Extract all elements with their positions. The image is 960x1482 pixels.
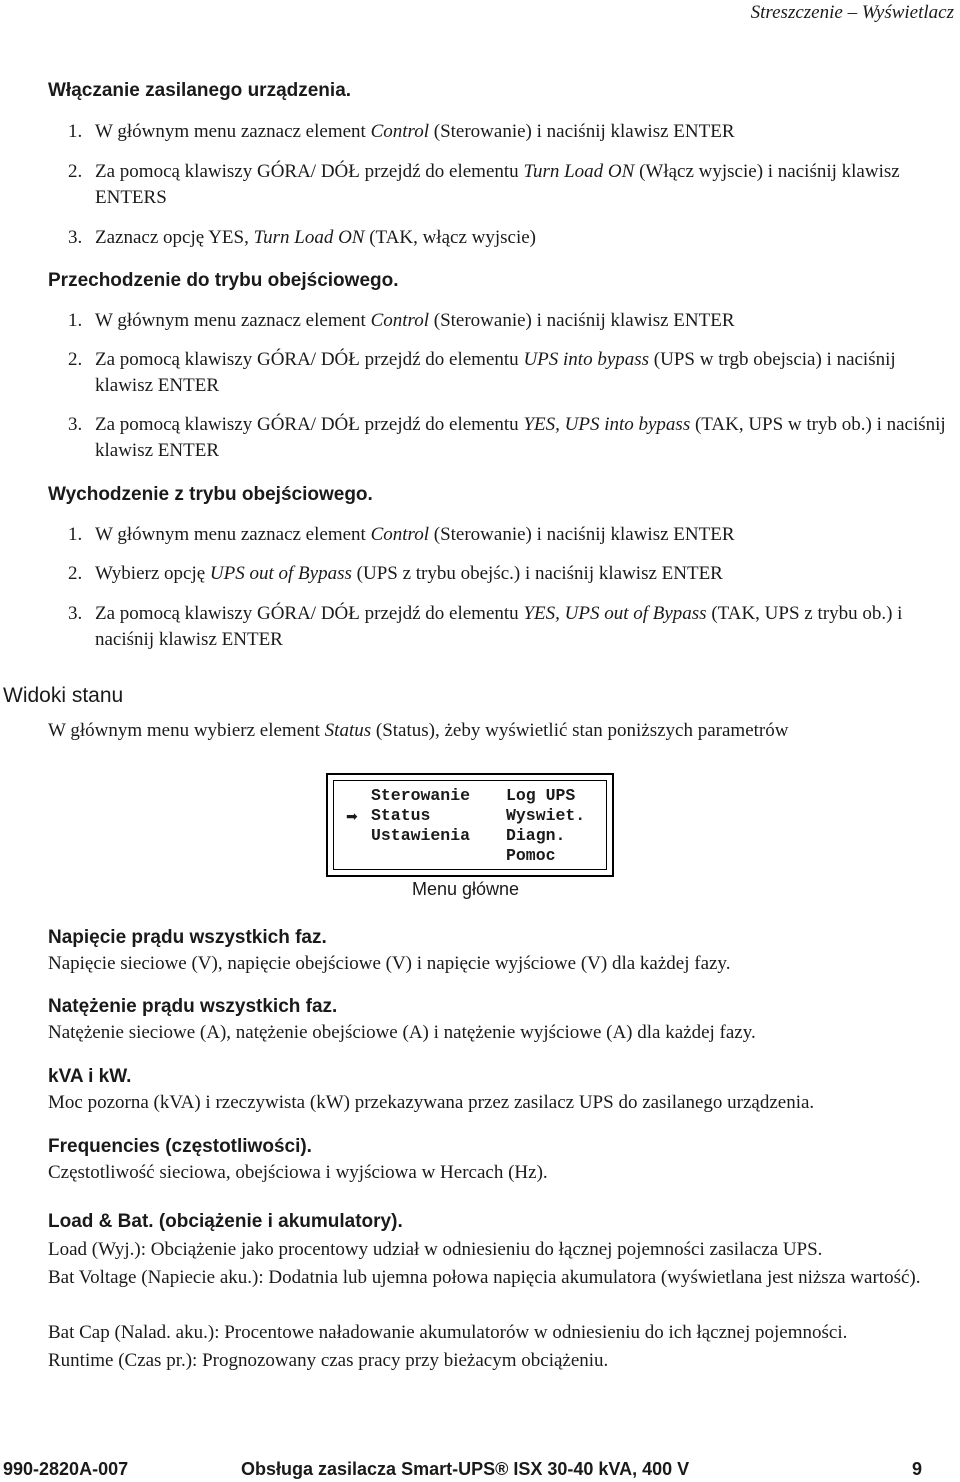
param-text: Bat Cap (Nalad. aku.): Procentowe naładowanie akumulatorów w odniesieniu do ich łącznej pojemności. [48, 1322, 848, 1343]
list-item: 3. Zaznacz opcję YES, Turn Load ON (TAK, włącz wyjscie) [68, 225, 954, 251]
lcd-menu-item: Wyswiet. [506, 806, 586, 825]
section-heading-exit-bypass: Wychodzenie z trybu obejściowego. [48, 484, 373, 505]
param-text: Częstotliwość sieciowa, obejściowa i wyjściowa w Hercach (Hz). [48, 1162, 548, 1183]
step-number: 1. [68, 121, 83, 142]
footer-doc-number: 990-2820A-007 [3, 1459, 129, 1479]
arrow-right-icon: ➡ [346, 810, 358, 825]
list-item: 2. Za pomocą klawiszy GÓRA/ DÓŁ przejdź do elementu UPS into bypass (UPS w trgb obejscia) i naciśnij klawisz ENTER [68, 349, 896, 396]
step-number: 2. [68, 563, 83, 584]
list-item: 1. W głównym menu zaznacz element Control (Sterowanie) i naciśnij klawisz ENTER [68, 522, 954, 548]
list-item: 1. W głównym menu zaznacz element Control (Sterowanie) i naciśnij klawisz ENTER [68, 119, 954, 145]
param-text: Natężenie sieciowe (A), natężenie obejściowe (A) i natężenie wyjściowe (A) dla każdej fazy. [48, 1022, 756, 1043]
lcd-menu-item: Ustawienia [371, 826, 471, 845]
step-number: 1. [68, 310, 83, 331]
status-intro: W głównym menu wybierz element Status (Status), żeby wyświetlić stan poniższych parametrów [48, 720, 789, 741]
step-number: 2. [68, 161, 83, 182]
param-heading: Napięcie prądu wszystkich faz. [48, 927, 327, 948]
figure-caption: Menu główne [412, 879, 520, 899]
list-item: 2. Wybierz opcję UPS out of Bypass (UPS z trybu obejśc.) i naciśnij klawisz ENTER [68, 561, 954, 587]
param-heading: Load & Bat. (obciążenie i akumulatory). [48, 1211, 403, 1232]
step-number: 3. [68, 414, 83, 435]
lcd-menu-item: Diagn. [506, 826, 566, 845]
section-heading-enter-bypass: Przechodzenie do trybu obejściowego. [48, 270, 399, 291]
list-item: 3. Za pomocą klawiszy GÓRA/ DÓŁ przejdź do elementu YES, UPS into bypass (TAK, UPS w tryb ob.) i naciśnij klawisz ENTER [68, 414, 946, 461]
section-heading-power-on: Włączanie zasilanego urządzenia. [48, 80, 352, 101]
section-title-status-views: Widoki stanu [3, 684, 124, 707]
param-text: Load (Wyj.): Obciążenie jako procentowy udział w odniesieniu do łącznej pojemności zasilacza UPS. [48, 1239, 823, 1260]
footer-page-number: 9 [912, 1459, 923, 1479]
list-item: 3. Za pomocą klawiszy GÓRA/ DÓŁ przejdź do elementu YES, UPS out of Bypass (TAK, UPS z trybu ob.) i naciśnij klawisz ENTER [68, 603, 903, 650]
param-text: Moc pozorna (kVA) i rzeczywista (kW) przekazywana przez zasilacz UPS do zasilanego urządzenia. [48, 1092, 815, 1113]
step-number: 3. [68, 603, 83, 624]
param-text: Bat Voltage (Napiecie aku.): Dodatnia lub ujemna połowa napięcia akumulatora (wyświetlana jest niższa wartość). [48, 1267, 921, 1288]
param-text: Runtime (Czas pr.): Prognozowany czas pracy przy bieżacym obciążeniu. [48, 1350, 609, 1371]
step-number: 3. [68, 227, 83, 248]
running-head: Streszczenie – Wyświetlacz [750, 2, 954, 23]
param-text: Napięcie sieciowe (V), napięcie obejściowe (V) i napięcie wyjściowe (V) dla każdej fazy. [48, 953, 731, 974]
lcd-menu-item: Log UPS [506, 786, 576, 805]
lcd-menu-item: Status [371, 806, 431, 825]
list-item: 1. W głównym menu zaznacz element Control (Sterowanie) i naciśnij klawisz ENTER [68, 308, 954, 334]
step-number: 1. [68, 524, 83, 545]
param-heading: kVA i kW. [48, 1066, 132, 1087]
param-heading: Frequencies (częstotliwości). [48, 1136, 312, 1157]
list-item: 2. Za pomocą klawiszy GÓRA/ DÓŁ przejdź do elementu Turn Load ON (Włącz wyjscie) i naciśnij klawisz ENTERS [68, 161, 900, 208]
footer-doc-title: Obsługa zasilacza Smart-UPS® ISX 30-40 kVA, 400 V [241, 1459, 690, 1479]
lcd-menu-item: Pomoc [506, 846, 556, 865]
step-number: 2. [68, 349, 83, 370]
param-heading: Natężenie prądu wszystkich faz. [48, 996, 338, 1017]
lcd-menu-item: Sterowanie [371, 786, 471, 805]
